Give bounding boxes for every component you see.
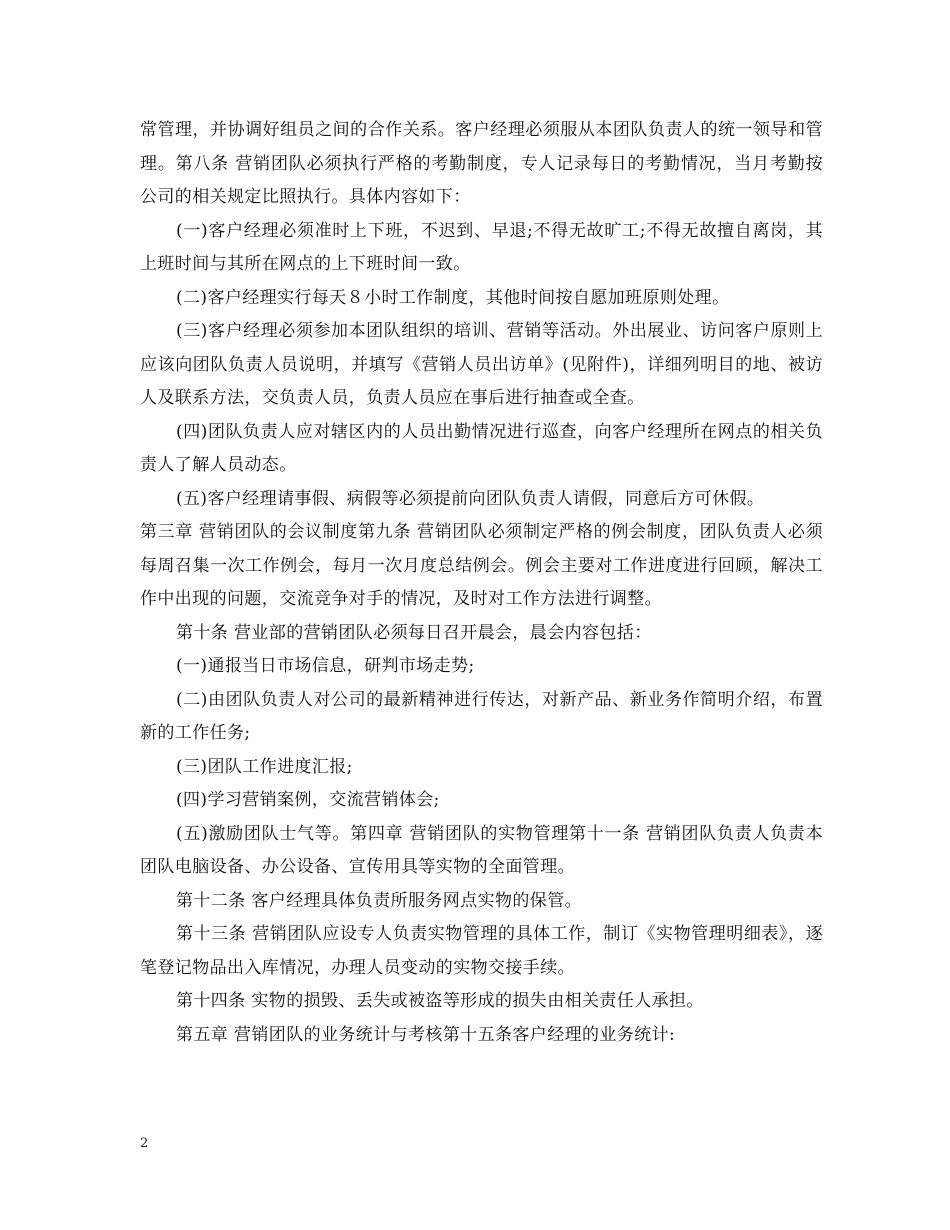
paragraph: 第十二条 客户经理具体负责所服务网点实物的保管。	[176, 890, 583, 911]
paragraph: 第十三条 营销团队应设专人负责实物管理的具体工作，制订《实物管理明细表》，逐笔登记物品出入库情况，办理人员变动的实物交接手续。	[140, 924, 823, 978]
paragraph: (二)由团队负责人对公司的最新精神进行传达，对新产品、新业务作简明介绍，布置新的工作任务;	[140, 689, 823, 743]
paragraph: (二)客户经理实行每天８小时工作制度，其他时间按自愿加班原则处理。	[176, 287, 730, 308]
paragraph: (一)客户经理必须准时上下班，不迟到、早退;不得无故旷工;不得无故擅自离岗，其上班时间与其所在网点的上下班时间一致。	[140, 220, 823, 274]
paragraph: 常管理，并协调好组员之间的合作关系。客户经理必须服从本团队负责人的统一领导和管理。第八条 营销团队必须执行严格的考勤制度，专人记录每日的考勤情况，当月考勤按公司的相关规定比照执行。具体内容如下：	[140, 120, 823, 207]
paragraph: 第五章 营销团队的业务统计与考核第十五条客户经理的业务统计:	[176, 1024, 676, 1045]
paragraph: (五)激励团队士气等。第四章 营销团队的实物管理第十一条 营销团队负责人负责本团队电脑设备、办公设备、宣传用具等实物的全面管理。	[140, 823, 823, 877]
paragraph: (三)团队工作进度汇报;	[176, 756, 353, 777]
paragraph: (三)客户经理必须参加本团队组织的培训、营销等活动。外出展业、访问客户原则上应该向团队负责人员说明，并填写《营销人员出访单》(见附件)，详细列明目的地、被访人及联系方法，交负责人员，负责人员应在事后进行抽查或全查。	[140, 321, 823, 408]
paragraph: (五)客户经理请事假、病假等必须提前向团队负责人请假，同意后方可休假。	[176, 488, 765, 509]
document-body	[140, 114, 823, 1052]
paragraph: 第三章 营销团队的会议制度第九条 营销团队必须制定严格的例会制度，团队负责人必须每周召集一次工作例会，每月一次月度总结例会。例会主要对工作进度进行回顾，解决工作中出现的问题，交流竞争对手的情况，及时对工作方法进行调整。	[140, 522, 823, 609]
paragraph: (四)团队负责人应对辖区内的人员出勤情况进行巡查，向客户经理所在网点的相关负责人了解人员动态。	[140, 421, 823, 475]
page-number: 2	[140, 1136, 149, 1151]
paragraph: (四)学习营销案例，交流营销体会;	[176, 790, 440, 810]
paragraph: 第十条 营业部的营销团队必须每日召开晨会，晨会内容包括：	[176, 622, 652, 643]
paragraph: 第十四条 实物的损毁、丢失或被盗等形成的损失由相关责任人承担。	[176, 991, 704, 1011]
paragraph: (一)通报当日市场信息，研判市场走势;	[176, 656, 475, 676]
